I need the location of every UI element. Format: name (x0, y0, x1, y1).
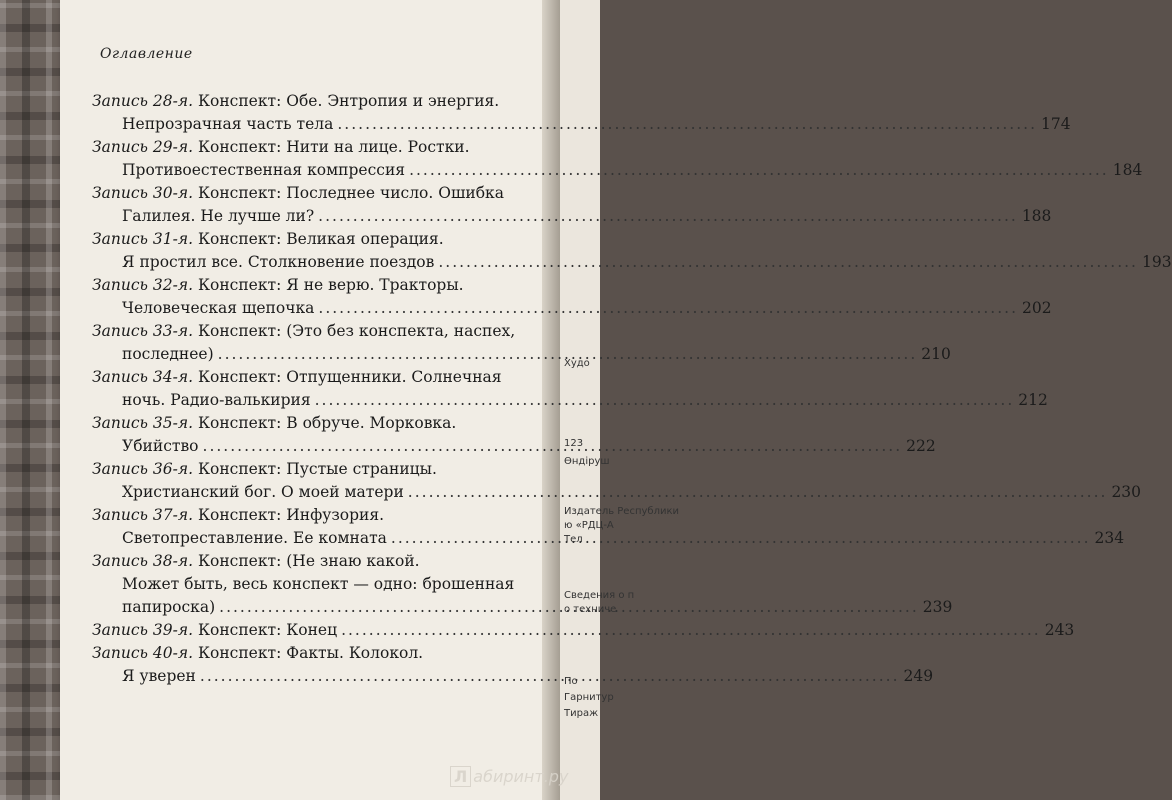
toc-entry-line (92, 251, 1172, 274)
leader-dots (438, 251, 1138, 274)
toc-entry[interactable] (92, 366, 1048, 412)
labirint-watermark (450, 766, 568, 787)
toc-entry-label: Запись 39-я. (92, 621, 194, 639)
toc-entry-line (92, 159, 1143, 182)
toc-entry-line (92, 366, 512, 389)
toc-entry-line (92, 504, 512, 527)
toc-page-number: 210 (921, 345, 951, 363)
toc-entry-text: Человеческая щепочка (122, 299, 315, 317)
leader-dots (337, 113, 1037, 136)
toc-entry-label: Запись 31-я. (92, 230, 194, 248)
toc-page-number: 249 (903, 667, 934, 685)
toc-entry-label: Запись 40-я. (92, 644, 194, 662)
toc-entry-line (92, 389, 1048, 412)
toc-entry-text: Я уверен (122, 667, 196, 685)
toc-entry[interactable] (92, 136, 1143, 182)
toc-entry-line (92, 320, 516, 343)
toc-entry-text: Конспект: Инфузория. (198, 506, 385, 524)
leader-dots (200, 665, 900, 688)
toc-entry-label: Запись 37-я. (92, 506, 194, 524)
toc-entry-text: Убийство (122, 437, 199, 455)
right-page-fragment: Тираж (564, 708, 599, 719)
leader-dots (318, 205, 1018, 228)
right-page-fragment: По (564, 676, 578, 687)
toc-entry-text: Конспект: Нити на лице. Ростки. (198, 138, 470, 156)
logo-mark: Л (450, 766, 471, 787)
toc-entry[interactable] (92, 90, 1071, 136)
toc-entry[interactable] (92, 182, 1052, 228)
toc-entry-line (92, 642, 512, 665)
toc-page-number: 188 (1021, 207, 1052, 225)
right-page-fragment: Тел (564, 534, 583, 545)
toc-entry-text: Христианский бог. О моей матери (122, 483, 404, 501)
right-page-fragment: 123 (564, 438, 584, 449)
right-page-fragment: о техниче (564, 604, 617, 615)
toc-entry-line (92, 205, 1052, 228)
toc-entry-label: Запись 33-я. (92, 322, 194, 340)
toc-entry-text: Светопреставление. Ее комната (122, 529, 387, 547)
toc-entry-text: папироска) (122, 598, 216, 616)
toc-entry-text: Конспект: (Не знаю какой. (198, 552, 420, 570)
leader-dots (318, 297, 1018, 320)
toc-entry-text: Конспект: Конец (198, 621, 338, 639)
toc-entry-text: Конспект: В обруче. Морковка. (198, 414, 457, 432)
right-page-fragment: Сведения о п (564, 590, 635, 601)
toc-entry-line (92, 458, 512, 481)
toc-entry-label: Запись 30-я. (92, 184, 194, 202)
page-header: Оглавление (100, 46, 193, 62)
toc-page-number: 230 (1111, 483, 1142, 501)
toc-entry-text: Конспект: Последнее число. Ошибка (198, 184, 504, 202)
right-page-fragment: ю «РДЦ-А (564, 520, 614, 531)
toc-page-number: 184 (1112, 161, 1143, 179)
toc-page-number: 239 (922, 598, 953, 616)
toc-entry-text: Конспект: Обе. Энтропия и энергия. (198, 92, 500, 110)
toc-entry-line (92, 228, 512, 251)
toc-page-number: 222 (906, 437, 936, 455)
toc-page-number: 202 (1022, 299, 1052, 317)
toc-entry-line (92, 550, 512, 573)
toc-entry-text: Я простил все. Столкновение поездов (122, 253, 435, 271)
right-page-fragment: Худо (564, 358, 590, 369)
logo-text: абиринт.ру (473, 767, 569, 786)
toc-entry-line (92, 90, 512, 113)
leader-dots (218, 343, 918, 366)
toc-entry-text: последнее) (122, 345, 214, 363)
toc-page-number: 193 (1141, 253, 1172, 271)
toc-entry-label: Запись 34-я. (92, 368, 194, 386)
toc-page-number: 174 (1041, 115, 1071, 133)
leader-dots (315, 389, 1015, 412)
toc-entry-label: Запись 38-я. (92, 552, 194, 570)
toc-entry-text: Конспект: Великая операция. (198, 230, 444, 248)
toc-entry[interactable] (92, 619, 1075, 642)
leader-dots (408, 481, 1108, 504)
toc-entry-label: Запись 32-я. (92, 276, 194, 294)
leader-dots (391, 527, 1091, 550)
toc-page-number: 234 (1094, 529, 1125, 547)
leader-dots (409, 159, 1109, 182)
toc-entry-label: Запись 35-я. (92, 414, 194, 432)
toc-entry-label: Запись 29-я. (92, 138, 194, 156)
toc-entry-text: Конспект: Отпущенники. Солнечная (198, 368, 502, 386)
right-page-fragment: Гарнитур (564, 692, 614, 703)
toc-entry-line (92, 481, 1142, 504)
toc-entry-label: Запись 36-я. (92, 460, 194, 478)
toc-entry[interactable] (92, 228, 1172, 274)
toc-entry-line (92, 297, 1052, 320)
toc-entry-text: Непрозрачная часть тела (122, 115, 334, 133)
toc-entry-line (92, 619, 1075, 642)
toc-entry-text: Конспект: Пустые страницы. (198, 460, 437, 478)
right-page-fragment: Издатель Республики (564, 506, 680, 517)
toc-entry-text: Конспект: (Это без конспекта, наспех, (198, 322, 516, 340)
toc-entry-text: ночь. Радио-валькирия (122, 391, 311, 409)
toc-entry-line (92, 113, 1071, 136)
toc-entry-line (92, 274, 512, 297)
toc-entry-text: Конспект: Факты. Колокол. (198, 644, 424, 662)
toc-entry-label: Запись 28-я. (92, 92, 194, 110)
toc-page-number: 212 (1018, 391, 1048, 409)
toc-entry-line (92, 573, 515, 596)
toc-entry-text: Противоестественная компрессия (122, 161, 406, 179)
toc-entry-line (92, 136, 512, 159)
leader-dots (219, 596, 919, 619)
right-page-fragment: Өндіруш (564, 456, 610, 467)
toc-entry-text: Галилея. Не лучше ли? (122, 207, 315, 225)
toc-entry-line (92, 412, 512, 435)
leader-dots (203, 435, 903, 458)
toc-entry-text: Может быть, весь конспект — одно: брошенная (122, 575, 515, 593)
toc-entry-line (92, 182, 512, 205)
toc-page-number: 243 (1044, 621, 1075, 639)
toc-entry[interactable] (92, 274, 1052, 320)
toc-entry-text: Конспект: Я не верю. Тракторы. (198, 276, 464, 294)
leader-dots (341, 619, 1041, 642)
